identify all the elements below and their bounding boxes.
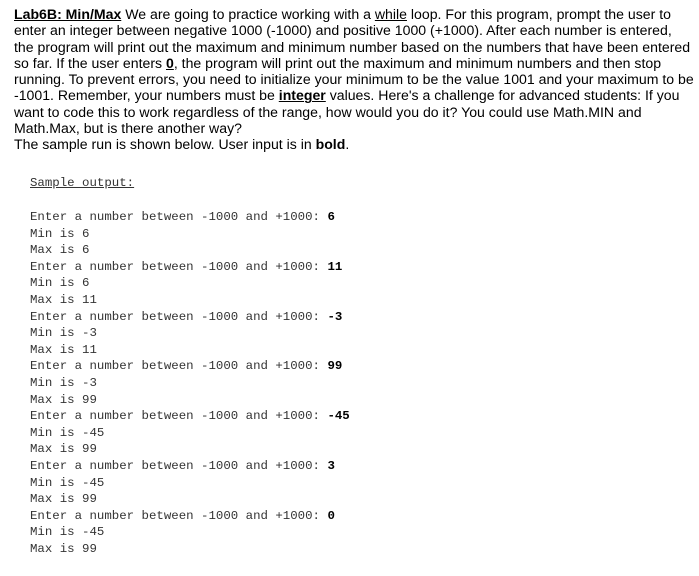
output-line	[30, 375, 350, 392]
description-text: , the program will print out the maximum and minimum numbers and then stop running. To prevent errors, you need to initialize your minimum to be the value 1001 and your maximum to be -1001. Remember, your numbers must be	[14, 54, 694, 104]
user-input: 6	[327, 210, 335, 224]
assignment-description	[14, 6, 694, 153]
output-line	[30, 491, 350, 508]
output-text: Enter a number between -1000 and +1000:	[30, 458, 328, 473]
output-text: Max is 99	[30, 541, 97, 556]
description-text: values. Here's a challenge for advanced students: If you want to code this to work regardless of the range, how would you do it? You could use Math.MIN and Math.Max, but is there another way?	[14, 87, 680, 137]
output-line	[30, 259, 350, 276]
output-text: Max is 99	[30, 392, 97, 407]
output-text: Enter a number between -1000 and +1000:	[30, 409, 328, 424]
output-text: Min is -45	[30, 475, 105, 490]
bold-word: bold	[315, 136, 346, 153]
output-line	[30, 275, 350, 292]
output-line	[30, 342, 350, 359]
zero-value: 0	[165, 54, 174, 71]
integer-keyword: integer	[278, 87, 326, 104]
output-text: Max is 99	[30, 492, 97, 507]
output-line	[30, 541, 350, 558]
user-input: 99	[327, 359, 343, 374]
description-text: loop. For this program, prompt the user to enter an integer between negative 1000 (-1000) and positive 1000 (+1000). After each number is entered, the program will print out the maximum and minimum number based on the numbers that have been entered so far. If the user enters	[14, 6, 691, 71]
output-line	[30, 292, 350, 309]
output-line	[30, 226, 350, 243]
output-line	[30, 508, 350, 525]
description-text: The sample run is shown below. User input is in	[14, 136, 316, 153]
description-text: We are going to practice working with a	[121, 6, 375, 22]
output-text: Enter a number between -1000 and +1000:	[30, 259, 328, 274]
assignment-document	[14, 6, 694, 153]
output-text: Min is -45	[30, 425, 105, 440]
output-line	[30, 441, 350, 458]
output-text: Max is 6	[30, 243, 90, 258]
output-line	[30, 425, 350, 442]
output-line	[30, 358, 350, 375]
output-text: Min is -3	[30, 326, 97, 341]
output-line	[30, 458, 350, 475]
lab-title: Lab6B: Min/Max	[14, 6, 122, 22]
output-text: Min is -3	[30, 375, 97, 390]
output-text: Max is 11	[30, 342, 97, 357]
output-line	[30, 209, 350, 226]
sample-output-label: Sample output:	[30, 176, 135, 190]
output-line	[30, 475, 350, 492]
user-input: -3	[327, 309, 343, 324]
output-text: Min is 6	[30, 226, 90, 241]
output-text: Enter a number between -1000 and +1000:	[30, 210, 328, 224]
output-line	[30, 325, 350, 342]
output-text: Enter a number between -1000 and +1000:	[30, 309, 328, 324]
output-text: Min is 6	[30, 276, 90, 291]
output-line	[30, 524, 350, 541]
user-input: 11	[327, 259, 343, 274]
output-line	[30, 392, 350, 409]
user-input: 0	[327, 508, 335, 523]
user-input: 3	[327, 458, 335, 473]
output-line	[30, 408, 350, 425]
output-text: Max is 11	[30, 292, 97, 307]
output-text: Max is 99	[30, 442, 97, 457]
description-text: .	[345, 136, 350, 153]
output-line	[30, 309, 350, 326]
output-text: Enter a number between -1000 and +1000:	[30, 359, 328, 374]
output-text: Min is -45	[30, 525, 105, 540]
output-text: Enter a number between -1000 and +1000:	[30, 508, 328, 523]
user-input: -45	[327, 409, 350, 424]
sample-output-block	[30, 209, 350, 557]
output-line	[30, 242, 350, 259]
while-keyword: while	[374, 6, 407, 22]
